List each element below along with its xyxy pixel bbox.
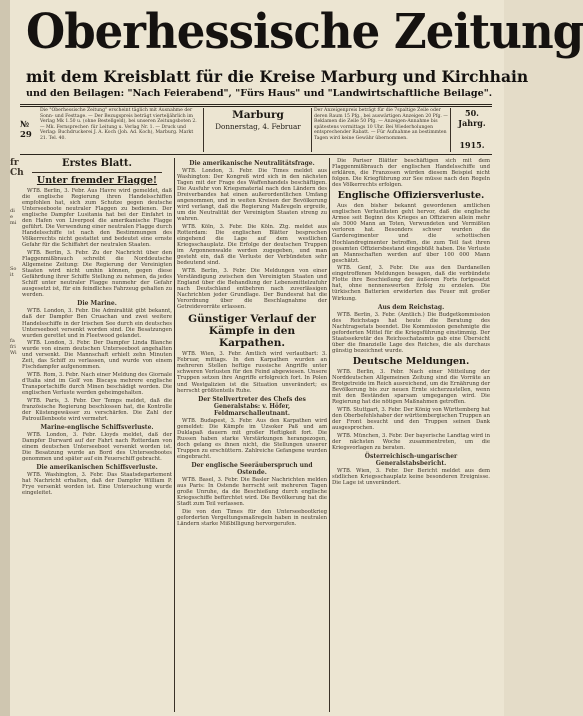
fragment-8: fri: [10, 344, 16, 350]
article-headline-officers: Englische Offiziersverluste.: [337, 190, 485, 202]
issue-number: № 29: [20, 120, 32, 140]
issue-date: Donnerstag, 4. Februar: [215, 122, 301, 131]
paragraph: WTB. Berlin, 3. Febr. Nach einer Mitteilung der Norddeutschen Allgemeinen Zeitung sind die Vorräte an Brotgetreide im Reich ausreichend, um die Ernährung der Bevölkerung bis zur neuen Ernte sicherzustellen, wenn mit den Beständen sparsam umgegangen wird. Die Regierung hat die nötigen Maßnahmen getroffen.: [332, 368, 490, 406]
paragraph: WTB. London, 3. Febr. Der Dampfer Linda Blanche wurde von einem deutschen Unterseeboot angehalten und versenkt. Die Mannschaft erhielt zehn Minuten Zeit, das Schiff zu verlassen, und wurde von einem Fischdampfer aufgenommen.: [22, 340, 172, 371]
column-divider-1: [174, 158, 175, 712]
header-rule-top-double: [20, 106, 492, 107]
previous-page-fragment: [10, 158, 24, 714]
paragraph: WTB. Budapest, 3. Febr. Aus den Karpathen wird gemeldet: Die Kämpfe im Uzsoker Paß und am Duklapaß dauern mit großer Heftigkeit fort. Die Russen haben starke Verstärkungen herangezogen, doch gelang es ihnen nicht, die Stellungen unserer Truppen zu erschüttern. Zahlreiche Gefangene wurden eingebracht.: [177, 417, 327, 460]
paragraph: WTB. London, 3. Febr. Die Admiralität gibt bekannt, daß der Dampfer Ben Cruachan und zwei weitere Handelsschiffe in der Irischen See durch ein deutsches Unterseeboot versenkt worden sind. Die Besatzungen wurden gerettet und in Fleetwood gelandet.: [22, 308, 172, 339]
paragraph: WTB. Berlin, 3. Febr. Die Meldungen von einer Verständigung zwischen den Vereinigten Staaten und England über die Behandlung der Lebensmittelzufuhr nach Deutschland entbehren nach zuverlässigen Nachrichten jeder Grundlage. Der Bundesrat hat die Verordnung über die Beschlagnahme der Getreidevorräte erlassen.: [177, 267, 327, 311]
date-block: [206, 108, 310, 132]
paragraph: WTB. Genf, 3. Febr. Die aus den Dardanellen eingetroffenen Meldungen besagen, daß die verbündete Flotte ihre Beschießung der äußeren Forts fortgesetzt hat, ohne nennenswerten Erfolg zu erzielen. Die türkischen Batterien erwiderten das Feuer mit großer Wirkung.: [332, 265, 490, 302]
info-divider-year: [450, 108, 451, 152]
paragraph: WTB. München, 3. Febr. Der bayerische Landtag wird in der nächsten Woche zusammentreten, um die Kriegsvorlagen zu beraten.: [332, 432, 490, 451]
paragraph: WTB. Rom, 3. Febr. Nach einer Meldung des Giornale d'Italia sind im Golf von Biscaya mehrere englische Transportschiffe durch Minen beschädigt worden. Die englischen Verluste werden geheimgehalten.: [22, 372, 172, 397]
article-headline-flag: Unter fremder Flagge!: [36, 175, 158, 186]
column-2: [177, 158, 327, 714]
fragment-6: it: [10, 272, 14, 278]
masthead-title: Oberhessische Zeitung: [26, 3, 583, 60]
subscription-info: Die "Oberhessische Zeitung" erscheint täglich mit Ausnahme der Sonn- und Festtage. — Der Bezugspreis beträgt vierteljährlich im Verlag Mk 1.50 u. (ohne Bestellgeld), bei unseren Zeitungsboten 2.— Mk. Fernsprecher: für Leitung u. Verlag Nr. 1. — Druck und Verlag: Buchdruckerei J. A. Koch (Joh. Ad. Koch), Marburg. Markt 21. Tel. 40.: [40, 108, 197, 141]
section-rule: [32, 172, 162, 173]
paragraph: WTB. Wien, 3. Febr. Der Bericht meldet aus dem südlichen Kriegsschauplatz keine besonderen Ereignisse. Die Lage ist unverändert.: [332, 467, 490, 486]
article-body-officers: [332, 203, 490, 354]
section-subheading: Die amerikanische Neutralitätsfrage.: [189, 160, 315, 167]
paragraph: WTB. Basel, 3. Febr. Die Basler Nachrichten melden aus Paris: In Ostende herrscht seit mehreren Tagen große Unruhe, da die Beschießung durch englische Kriegsschiffe befürchtet wird. Die Bevölkerung hat die Stadt zum Teil verlassen.: [177, 476, 327, 508]
header-rule-top: [20, 104, 492, 105]
fragment-9: Wi: [10, 350, 17, 356]
article-headline-carpathians: Günstiger Verlauf der Kämpfe in den Karpathen.: [188, 313, 316, 350]
column-3-body: [332, 158, 490, 188]
paragraph: Die von den Times für den Unterseebootkrieg geforderten Vergeltungsmaßregeln haben in neutralen Ländern starke Mißbilligung hervorgerufen.: [177, 508, 327, 527]
column-divider-2: [329, 158, 330, 712]
section-subheading: Der englische Seeräuberspruch und Ostende.: [191, 461, 313, 476]
year-value: 1915.: [459, 140, 485, 150]
header-rule-bottom: [20, 154, 492, 155]
fragment-0: fr: [10, 158, 19, 168]
city-name: Marburg: [232, 109, 284, 121]
year-block: [452, 108, 492, 150]
fragment-4: mi: [10, 220, 17, 226]
section-subheading: Marine-englische Schiffsverluste.: [40, 424, 154, 432]
fragment-2: di: [10, 208, 15, 214]
section-subheading: Der Stellvertreter des Chefs des Generalstabs: v. Höfer, Feldmarschalleutnant.: [198, 395, 306, 417]
fragment-5: So: [10, 266, 17, 272]
paragraph: WTB. Washington, 3. Febr. Das Staatsdepartement hat Nachricht erhalten, daß der Dampfer William P. Frye versenkt worden ist. Eine Untersuchung wurde eingeleitet.: [22, 472, 172, 497]
column-2-body: [177, 160, 327, 310]
column-3: [332, 158, 490, 714]
fragment-7: fa: [10, 338, 15, 344]
section-subheading: Österreichisch-ungarischer Generalstabsbericht.: [364, 452, 458, 467]
article-body-carpathians: [177, 351, 327, 527]
fragment-3: e: [10, 214, 13, 220]
info-divider-left: [203, 108, 204, 152]
info-divider-right: [311, 108, 312, 152]
paragraph: Aus den bisher bekannt gewordenen amtlichen englischen Verlustlisten geht hervor, daß die englische Armee seit Beginn des Krieges an Offizieren allein mehr als 5000 Mann an Toten, Verwundeten und Vermißten verloren hat. Besonders schwer wurden die Garderegimenter und die schottischen Hochlandregimenter betroffen, die zum Teil fast ihren gesamten Offiziersbestand eingebüßt haben. Die Verluste an Mannschaften werden auf über 100 000 Mann geschätzt.: [332, 203, 490, 264]
section-subheading-marine: Die Marine.: [77, 300, 117, 308]
paragraph: WTB. Berlin, 3. Febr. (Amtlich.) Die Budgetkommission des Reichstags hat heute die Beratung des Nachtragsetats beendet. Die Kommission genehmigte die geforderten Mittel für die Kriegsführung einstimmig. Der Staatssekretär des Reichsschatzamts gab eine Übersicht über die finanzielle Lage des Reiches, die als durchaus günstig bezeichnet wurde.: [332, 311, 490, 354]
paragraph: Die Pariser Blätter beschäftigen sich mit dem Flaggenmißbrauch der englischen Handelsschiffe und erklären, die Franzosen würden diesem Beispiel nicht folgen. Die Kriegführung zur See müsse nach den Regeln des Völkerrechts erfolgen.: [332, 158, 490, 189]
column-1: [22, 158, 172, 714]
article-body-flag: [22, 188, 172, 496]
paragraph: WTB. Berlin, 3. Febr. Zu der Nachricht über den Flaggenmißbrauch schreibt die Norddeutsche Allgemeine Zeitung: Die Regierung der Vereinigten Staaten wird nicht umhin können, gegen diese Gefährdung ihrer Schiffe Stellung zu nehmen, da jedes Schiff unter neutraler Flagge nunmehr der Gefahr ausgesetzt ist, für ein feindliches Fahrzeug gehalten zu werden.: [22, 250, 172, 299]
advertising-info: Der Anzeigenpreis beträgt für die 7spaltige Zeile oder deren Raum 15 Pfg., bei auswärtigen Anzeigen 20 Pfg. — Reklamen die Zeile 50 Pfg. — Anzeigen-Annahme bis spätestens vormittags 10 Uhr. Bei Wiederholungen entsprechender Rabatt. — Für Aufnahme an bestimmten Tagen wird keine Gewähr übernommen.: [314, 108, 448, 141]
article-body-german-reports: [332, 369, 490, 486]
section-heading: Erstes Blatt.: [61, 158, 133, 169]
paragraph: WTB. Stuttgart, 3. Febr. Der König von Württemberg hat den Oberbefehlshaber der württembergischen Truppen an der Front besucht und den Truppen seinen Dank ausgesprochen.: [332, 406, 490, 431]
paragraph: WTB. London, 3. Febr. Lloyds meldet, daß der Dampfer Durward auf der Fahrt nach Rotterdam von einem deutschen Unterseeboot versenkt worden ist. Die Besatzung wurde an Bord des Unterseebootes genommen und später auf ein Feuerschiff gebracht.: [22, 432, 172, 463]
year-label: 50. Jahrg.: [458, 108, 486, 128]
paragraph: WTB. Paris, 3. Febr. Der Temps meldet, daß die französische Regierung beschlossen hat, die Kontrolle der Küstengewässer zu verschärfen. Die Zahl der Patrouillenboote wird vermehrt.: [22, 397, 172, 423]
paragraph: WTB. Berlin, 3. Febr. Aus Havre wird gemeldet, daß die englische Regierung ihren Handelsschiffen empfohlen hat, sich zum Schutze gegen deutsche Unterseeboote neutraler Flaggen zu bedienen. Der englische Dampfer Lusitania hat bei der Einfahrt in den Hafen von Liverpool die amerikanische Flagge geführt. Die Verwendung einer neutralen Flagge durch Handelsschiffe ist nach den Bestimmungen des Völkerrechts nicht gestattet und bedeutet eine ernste Gefahr für die Schiffahrt der neutralen Staaten.: [22, 188, 172, 249]
masthead-supplements: und den Beilagen: "Nach Feierabend", "Fürs Haus" und "Landwirtschaftliche Beilage".: [26, 88, 493, 99]
section-subheading: Aus dem Reichstag.: [377, 303, 445, 311]
article-headline-german-reports: Deutsche Meldungen.: [352, 355, 470, 367]
paragraph: WTB. London, 3. Febr. Die Times meldet aus Washington: Der Kongreß wird sich in den nächsten Tagen mit der Frage des Waffenhandels beschäftigen. Die Ausfuhr von Kriegsmaterial nach den Ländern des Dreiverbandes hat einen außerordentlichen Umfang angenommen, und in weiten Kreisen der Bevölkerung wird verlangt, daß die Regierung Maßregeln ergreife, um die Neutralität der Vereinigten Staaten streng zu wahren.: [177, 168, 327, 223]
fragment-1: Ch: [10, 168, 24, 178]
section-subheading: Die amerikanischen Schiffsverluste.: [36, 464, 158, 472]
paragraph: WTB. Wien, 3. Febr. Amtlich wird verlautbart: 3. Februar, mittags. In den Karpathen wurden an mehreren Stellen heftige russische Angriffe unter schweren Verlusten für den Feind abgewiesen. Unsere Truppen setzen ihre Angriffe erfolgreich fort. In Polen und Westgalizien ist die Situation unverändert; es herrscht größtenteils Ruhe.: [177, 351, 327, 394]
masthead-subtitle: mit dem Kreisblatt für die Kreise Marburg und Kirchhain: [26, 67, 529, 86]
paragraph: WTB. Köln, 3. Febr. Die Köln. Ztg. meldet aus Rotterdam: Die englischen Blätter besprechen eingehend die Lage auf dem westlichen Kriegsschauplatz. Die Erfolge der deutschen Truppen im Argonnenwalde werden zugegeben, und man gesteht ein, daß die Verluste der Verbündeten sehr bedeutend sind.: [177, 224, 327, 267]
